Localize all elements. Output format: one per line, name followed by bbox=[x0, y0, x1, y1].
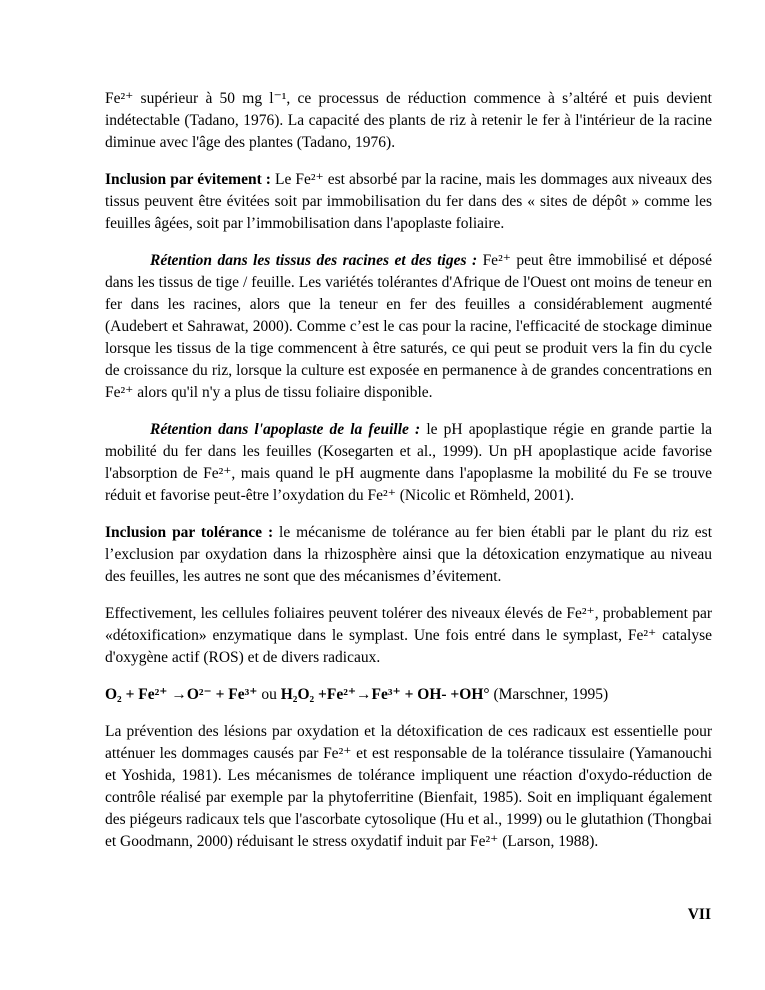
page-number: VII bbox=[687, 906, 711, 923]
page-content bbox=[105, 88, 712, 868]
paragraph-lead: Rétention dans les tissus des racines et des tiges : bbox=[150, 252, 478, 269]
paragraph-text: le mécanisme de tolérance au fer bien établi par le plant du riz est l’exclusion par oxydation dans la rhizosphère ainsi que la détoxication enzymatique au niveau des feuilles, les autres ne sont que des mécanismes d’évitement. bbox=[105, 524, 713, 585]
paragraph-lead: Inclusion par tolérance : bbox=[105, 524, 274, 541]
paragraph-text: La prévention des lésions par oxydation et la détoxification de ces radicaux est essentielle pour atténuer les dommages causés par Fe²⁺ et est responsable de la tolérance tissulaire (Yamanouchi et Yoshida, 1981). Les mécanismes de tolérance impliquent une réaction d'oxydo-réduction de contrôle réalisé par exemple par la phytoferritine (Bienfait, 1985). Soit en impliquant également des piégeurs radicaux tels que l'ascorbate cytosolique (Hu et al., 1999) ou le glutathion (Thongbai et Goodmann, 2000) réduisant le stress oxydatif induit par Fe²⁺ (Larson, 1988). bbox=[105, 723, 712, 850]
chemical-equation bbox=[105, 684, 712, 706]
paragraph-inclusion-tolerance bbox=[105, 522, 712, 588]
paragraph-inclusion-evitement bbox=[105, 169, 712, 235]
paragraph-retention-tissus bbox=[105, 250, 712, 404]
paragraph-text: Fe²⁺ supérieur à 50 mg l⁻¹, ce processus de réduction commence à s’altéré et puis devient indétectable (Tadano, 1976). La capacité des plants de riz à retenir le fer à l'intérieur de la racine diminue avec l'âge des plantes (Tadano, 1976). bbox=[105, 90, 712, 151]
equation-left: O₂ + Fe²⁺ →O²⁻ + Fe³⁺ bbox=[105, 686, 258, 703]
paragraph-text: Effectivement, les cellules foliaires peuvent tolérer des niveaux élevés de Fe²⁺, probablement par «détoxification» enzymatique dans le symplast. Une fois entré dans le symplast, Fe²⁺ catalyse d'oxygène actif (ROS) et de divers radicaux. bbox=[105, 605, 712, 666]
equation-right: H₂O₂ +Fe²⁺→Fe³⁺ + OH- +OH° bbox=[280, 686, 490, 703]
equation-separator: ou bbox=[257, 686, 281, 703]
paragraph-text: le pH apoplastique régie en grande partie la mobilité du fer dans les feuilles (Kosegarten et al., 1999). Un pH apoplastique acide favorise l'absorption de Fe²⁺, mais quand le pH augmente dans l'apoplasme la mobilité du Fe se trouve réduit et favorise peut-être l’oxydation du Fe²⁺ (Nicolic et Römheld, 2001). bbox=[105, 421, 713, 504]
paragraph-cellules-foliaires bbox=[105, 603, 712, 669]
paragraph-lead: Rétention dans l'apoplaste de la feuille : bbox=[150, 421, 421, 438]
paragraph-text: Le Fe²⁺ est absorbé par la racine, mais les dommages aux niveaux des tissus peuvent être évitées soit par immobilisation du fer dans des « sites de dépôt » comme les feuilles âgées, soit par l’immobilisation dans l'apoplaste foliaire. bbox=[105, 171, 712, 232]
paragraph-retention-apoplaste bbox=[105, 419, 712, 507]
paragraph-prevention-lesions bbox=[105, 721, 712, 853]
equation-citation: (Marschner, 1995) bbox=[489, 686, 609, 703]
paragraph-intro bbox=[105, 88, 712, 154]
paragraph-lead: Inclusion par évitement : bbox=[105, 171, 271, 188]
paragraph-text: Fe²⁺ peut être immobilisé et déposé dans les tissus de tige / feuille. Les variétés tolérantes d'Afrique de l'Ouest ont moins de teneur en fer dans les racines, alors que la teneur en fer des feuilles a considérablement augmenté (Audebert et Sahrawat, 2000). Comme c’est le cas pour la racine, l'efficacité de stockage diminue lorsque les tissus de la tige commencent à être saturés, ce qui peut se produit vers la fin du cycle de croissance du riz, lorsque la culture est exposée en permanence à de grandes concentrations en Fe²⁺ alors qu'il n'y a plus de tissu foliaire disponible. bbox=[105, 252, 712, 401]
